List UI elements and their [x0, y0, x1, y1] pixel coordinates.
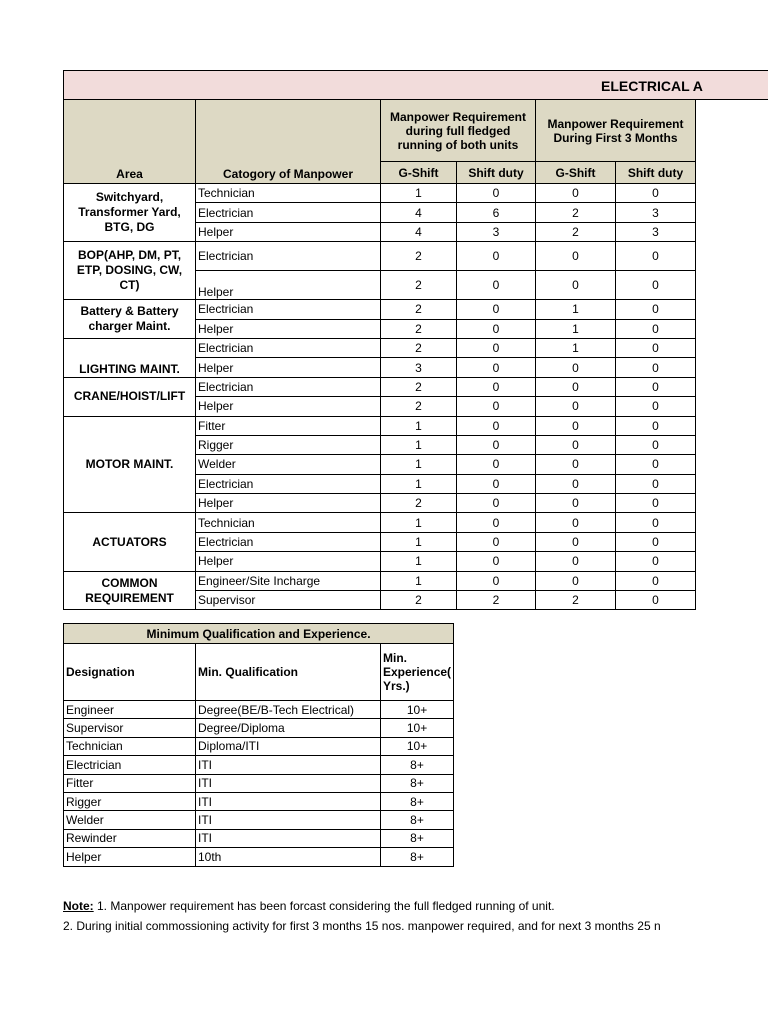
table-row [64, 811, 454, 829]
value-cell-shift-duty-full: 6 [457, 203, 536, 222]
value-cell-shift-duty-3m: 0 [616, 300, 696, 319]
value-cell-g-shift-full: 2 [381, 300, 457, 319]
value-cell-shift-duty-3m: 0 [616, 397, 696, 416]
value-cell-g-shift-full: 2 [381, 494, 457, 513]
value-cell-shift-duty-3m: 0 [616, 271, 696, 300]
value-cell-shift-duty-3m: 0 [616, 532, 696, 551]
area-cell: LIGHTING MAINT. [64, 338, 196, 377]
value-cell-shift-duty-3m: 0 [616, 358, 696, 377]
qualification-table-body [64, 624, 454, 867]
table-row [64, 377, 696, 396]
table-row [64, 242, 696, 271]
value-cell-g-shift-full: 1 [381, 184, 457, 203]
designation-cell: Welder [64, 811, 196, 829]
table-row [64, 756, 454, 774]
value-cell-g-shift-3m: 0 [536, 184, 616, 203]
value-cell-g-shift-3m: 0 [536, 571, 616, 590]
qualification-header-row [64, 644, 454, 701]
qualification-title: Minimum Qualification and Experience. [64, 624, 454, 644]
table-row [64, 184, 696, 203]
experience-cell: 10+ [381, 737, 454, 755]
value-cell-g-shift-full: 1 [381, 571, 457, 590]
value-cell-shift-duty-full: 0 [457, 184, 536, 203]
value-cell-shift-duty-3m: 0 [616, 455, 696, 474]
value-cell-shift-duty-full: 0 [457, 532, 536, 551]
value-cell-g-shift-3m: 1 [536, 319, 616, 338]
value-cell-g-shift-3m: 0 [536, 552, 616, 571]
value-cell-g-shift-3m: 0 [536, 494, 616, 513]
value-cell-g-shift-full: 1 [381, 513, 457, 532]
category-cell: Helper [196, 222, 381, 241]
value-cell-shift-duty-3m: 0 [616, 494, 696, 513]
category-cell: Technician [196, 513, 381, 532]
qualification-cell: ITI [196, 792, 381, 810]
header-min-experience: Min. Experience( Yrs.) [381, 644, 454, 701]
value-cell-g-shift-full: 2 [381, 338, 457, 357]
category-cell: Welder [196, 455, 381, 474]
table-row [64, 774, 454, 792]
category-cell: Electrician [196, 532, 381, 551]
header-g-shift-3m: G-Shift [536, 162, 616, 184]
value-cell-shift-duty-3m: 0 [616, 319, 696, 338]
table-row [64, 416, 696, 435]
designation-cell: Supervisor [64, 719, 196, 737]
category-cell: Technician [196, 184, 381, 203]
value-cell-shift-duty-3m: 0 [616, 474, 696, 493]
category-cell: Helper [196, 552, 381, 571]
qualification-title-row [64, 624, 454, 644]
value-cell-g-shift-full: 2 [381, 591, 457, 610]
value-cell-g-shift-3m: 0 [536, 416, 616, 435]
value-cell-shift-duty-full: 0 [457, 358, 536, 377]
category-cell: Electrician [196, 242, 381, 271]
value-cell-g-shift-full: 4 [381, 222, 457, 241]
value-cell-shift-duty-3m: 0 [616, 184, 696, 203]
qualification-cell: ITI [196, 829, 381, 847]
designation-cell: Technician [64, 737, 196, 755]
value-cell-shift-duty-full: 0 [457, 552, 536, 571]
header-full-running: Manpower Requirement during full fledged running of both units [381, 100, 536, 162]
table-row [64, 338, 696, 357]
designation-cell: Fitter [64, 774, 196, 792]
designation-cell: Rewinder [64, 829, 196, 847]
qualification-cell: Degree(BE/B-Tech Electrical) [196, 701, 381, 719]
category-cell: Helper [196, 358, 381, 377]
header-first-3-months: Manpower Requirement During First 3 Months [536, 100, 696, 162]
area-cell: MOTOR MAINT. [64, 416, 196, 513]
category-cell: Helper [196, 494, 381, 513]
value-cell-shift-duty-3m: 0 [616, 591, 696, 610]
value-cell-g-shift-3m: 0 [536, 513, 616, 532]
value-cell-g-shift-3m: 0 [536, 435, 616, 454]
value-cell-shift-duty-full: 0 [457, 474, 536, 493]
header-category: Catogory of Manpower [196, 100, 381, 184]
manpower-table-body [64, 100, 696, 610]
value-cell-g-shift-3m: 0 [536, 474, 616, 493]
note-text-1: 1. Manpower requirement has been forcast considering the full fledged running of unit. [93, 899, 555, 913]
area-cell: ACTUATORS [64, 513, 196, 571]
experience-cell: 8+ [381, 811, 454, 829]
header-shift-duty-3m: Shift duty [616, 162, 696, 184]
value-cell-g-shift-3m: 0 [536, 532, 616, 551]
value-cell-g-shift-3m: 2 [536, 203, 616, 222]
value-cell-g-shift-full: 2 [381, 397, 457, 416]
value-cell-shift-duty-3m: 0 [616, 377, 696, 396]
experience-cell: 10+ [381, 719, 454, 737]
value-cell-g-shift-full: 2 [381, 242, 457, 271]
qualification-cell: ITI [196, 811, 381, 829]
value-cell-shift-duty-3m: 0 [616, 435, 696, 454]
value-cell-g-shift-3m: 0 [536, 358, 616, 377]
value-cell-shift-duty-full: 0 [457, 338, 536, 357]
qualification-cell: Degree/Diploma [196, 719, 381, 737]
value-cell-shift-duty-3m: 0 [616, 416, 696, 435]
category-cell: Electrician [196, 300, 381, 319]
value-cell-g-shift-full: 1 [381, 455, 457, 474]
notes [63, 898, 695, 938]
value-cell-g-shift-full: 2 [381, 377, 457, 396]
header-row-top [64, 100, 696, 162]
value-cell-shift-duty-3m: 3 [616, 203, 696, 222]
category-cell: Helper [196, 397, 381, 416]
category-cell: Helper [196, 319, 381, 338]
value-cell-g-shift-3m: 2 [536, 222, 616, 241]
value-cell-g-shift-full: 2 [381, 271, 457, 300]
value-cell-shift-duty-full: 0 [457, 300, 536, 319]
value-cell-shift-duty-full: 0 [457, 455, 536, 474]
value-cell-shift-duty-full: 0 [457, 242, 536, 271]
value-cell-shift-duty-full: 3 [457, 222, 536, 241]
value-cell-shift-duty-full: 2 [457, 591, 536, 610]
header-g-shift: G-Shift [381, 162, 457, 184]
value-cell-g-shift-full: 1 [381, 435, 457, 454]
note-line-1 [63, 898, 695, 918]
value-cell-g-shift-full: 1 [381, 416, 457, 435]
value-cell-shift-duty-3m: 3 [616, 222, 696, 241]
category-cell: Electrician [196, 203, 381, 222]
table-row [64, 829, 454, 847]
area-cell: BOP(AHP, DM, PT, ETP, DOSING, CW, CT) [64, 242, 196, 300]
value-cell-g-shift-3m: 0 [536, 242, 616, 271]
designation-cell: Electrician [64, 756, 196, 774]
qualification-cell: ITI [196, 774, 381, 792]
designation-cell: Engineer [64, 701, 196, 719]
category-cell: Helper [196, 271, 381, 300]
value-cell-g-shift-3m: 0 [536, 377, 616, 396]
page-title: ELECTRICAL A [601, 78, 703, 94]
value-cell-g-shift-3m: 0 [536, 271, 616, 300]
value-cell-shift-duty-full: 0 [457, 319, 536, 338]
experience-cell: 8+ [381, 756, 454, 774]
value-cell-g-shift-full: 3 [381, 358, 457, 377]
table-row [64, 719, 454, 737]
value-cell-g-shift-3m: 1 [536, 338, 616, 357]
value-cell-g-shift-3m: 2 [536, 591, 616, 610]
table-row [64, 848, 454, 866]
note-line-2: 2. During initial commossioning activity for first 3 months 15 nos. manpower required, and for next 3 months 25 n [63, 919, 661, 933]
table-row [64, 792, 454, 810]
value-cell-shift-duty-full: 0 [457, 271, 536, 300]
qualification-cell: 10th [196, 848, 381, 866]
value-cell-g-shift-3m: 0 [536, 397, 616, 416]
value-cell-shift-duty-full: 0 [457, 513, 536, 532]
value-cell-shift-duty-3m: 0 [616, 513, 696, 532]
value-cell-shift-duty-full: 0 [457, 377, 536, 396]
category-cell: Fitter [196, 416, 381, 435]
qualification-table [63, 623, 454, 867]
designation-cell: Rigger [64, 792, 196, 810]
category-cell: Electrician [196, 474, 381, 493]
table-row [64, 737, 454, 755]
value-cell-shift-duty-3m: 0 [616, 552, 696, 571]
experience-cell: 8+ [381, 848, 454, 866]
area-cell: Battery & Battery charger Maint. [64, 300, 196, 339]
qualification-cell: Diploma/ITI [196, 737, 381, 755]
area-cell: CRANE/HOIST/LIFT [64, 377, 196, 416]
value-cell-g-shift-full: 4 [381, 203, 457, 222]
experience-cell: 8+ [381, 792, 454, 810]
value-cell-g-shift-full: 1 [381, 552, 457, 571]
experience-cell: 10+ [381, 701, 454, 719]
table-row [64, 300, 696, 319]
value-cell-shift-duty-full: 0 [457, 416, 536, 435]
area-cell: Switchyard, Transformer Yard, BTG, DG [64, 184, 196, 242]
value-cell-g-shift-3m: 0 [536, 455, 616, 474]
area-cell: COMMON REQUIREMENT [64, 571, 196, 610]
header-area: Area [64, 100, 196, 184]
header-designation: Designation [64, 644, 196, 701]
designation-cell: Helper [64, 848, 196, 866]
manpower-table [63, 99, 696, 610]
title-bar [63, 70, 768, 100]
qualification-cell: ITI [196, 756, 381, 774]
value-cell-g-shift-full: 1 [381, 532, 457, 551]
value-cell-shift-duty-full: 0 [457, 397, 536, 416]
table-row [64, 513, 696, 532]
experience-cell: 8+ [381, 829, 454, 847]
category-cell: Rigger [196, 435, 381, 454]
value-cell-g-shift-full: 2 [381, 319, 457, 338]
table-row [64, 571, 696, 590]
table-row [64, 701, 454, 719]
value-cell-g-shift-full: 1 [381, 474, 457, 493]
category-cell: Electrician [196, 377, 381, 396]
note-label: Note: [63, 899, 94, 913]
value-cell-shift-duty-3m: 0 [616, 242, 696, 271]
value-cell-shift-duty-3m: 0 [616, 338, 696, 357]
header-min-qualification: Min. Qualification [196, 644, 381, 701]
value-cell-g-shift-3m: 1 [536, 300, 616, 319]
value-cell-shift-duty-3m: 0 [616, 571, 696, 590]
category-cell: Electrician [196, 338, 381, 357]
category-cell: Engineer/Site Incharge [196, 571, 381, 590]
value-cell-shift-duty-full: 0 [457, 435, 536, 454]
category-cell: Supervisor [196, 591, 381, 610]
value-cell-shift-duty-full: 0 [457, 494, 536, 513]
value-cell-shift-duty-full: 0 [457, 571, 536, 590]
experience-cell: 8+ [381, 774, 454, 792]
header-shift-duty: Shift duty [457, 162, 536, 184]
